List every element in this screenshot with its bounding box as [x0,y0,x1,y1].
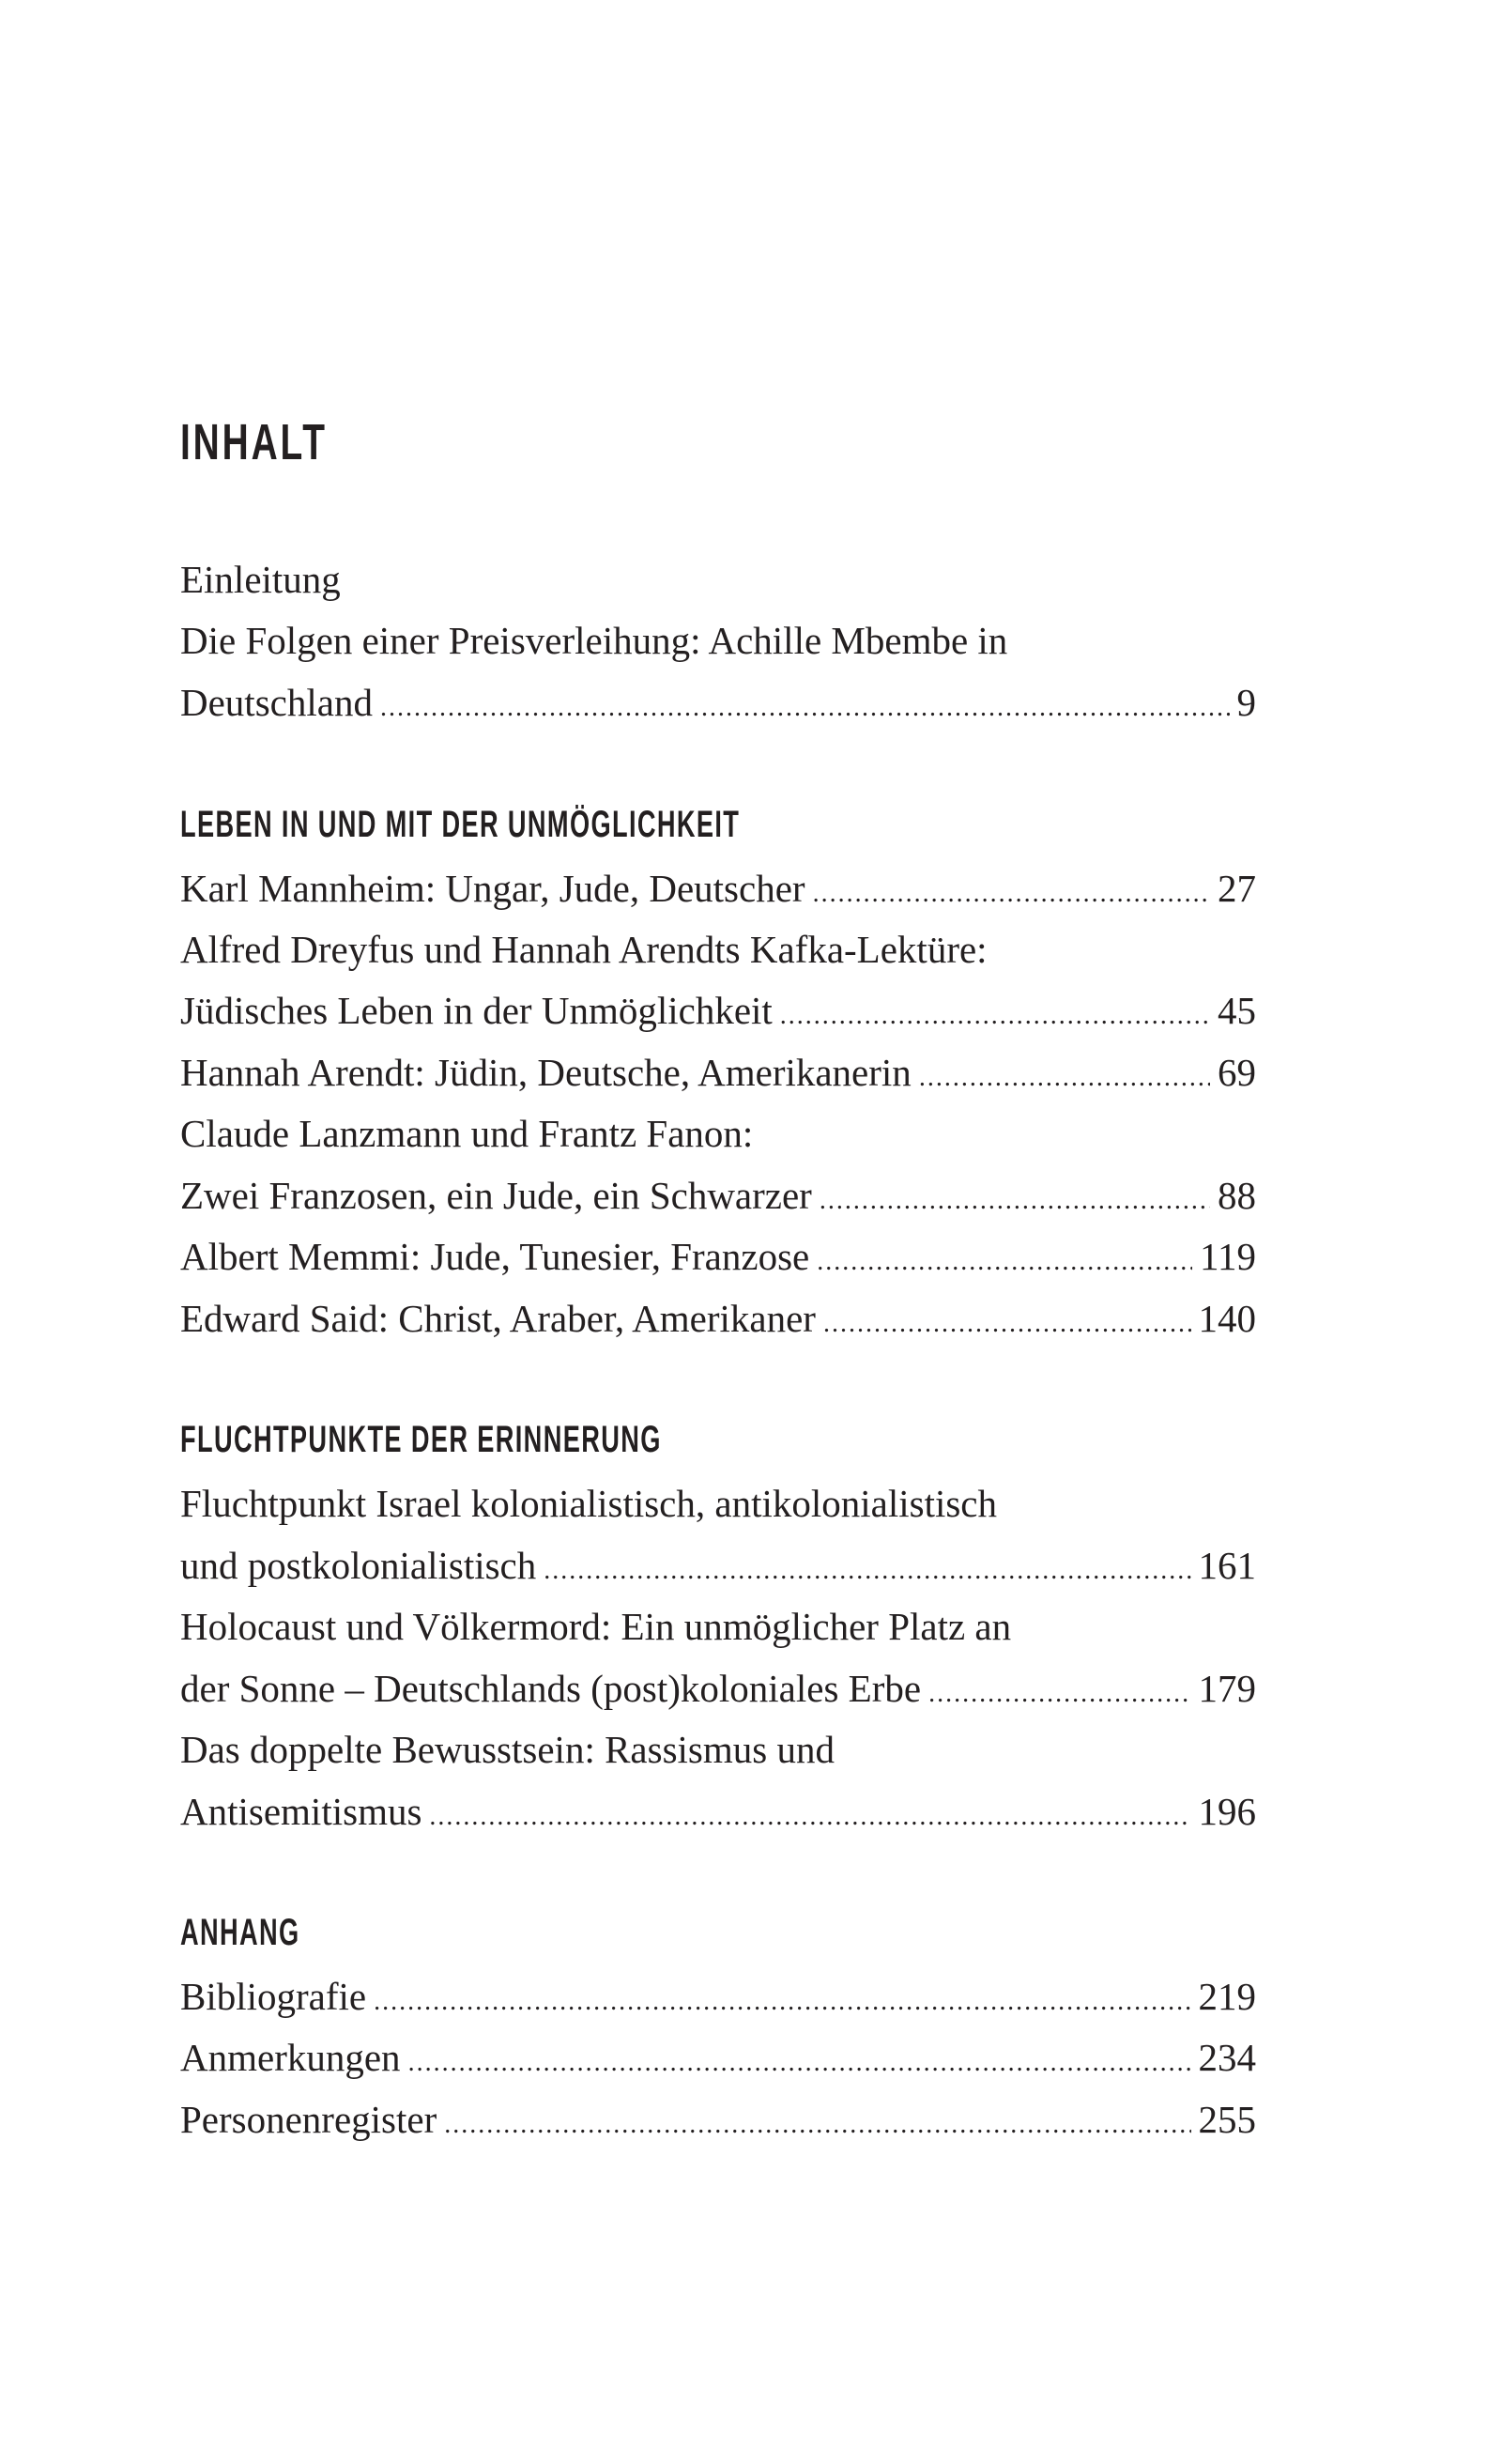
toc-entry-title: der Sonne – Deutschlands (post)koloniales Erbe [180,1667,922,1710]
dot-leader [429,1790,1190,1844]
toc-entry [180,983,1256,1038]
dot-leader [444,2098,1190,2152]
section-heading: FLUCHTPUNKTE DER ERINNERUNG [180,1419,662,1460]
toc-entry-title: Antisemitismus [180,1790,422,1833]
toc-entry-title: Bibliografie [180,1975,367,2018]
toc-entry-title: Zwei Franzosen, ein Jude, ein Schwarzer [180,1174,812,1217]
toc-entry-title: Albert Memmi: Jude, Tunesier, Franzose [180,1235,810,1278]
page-title: INHALT [180,414,328,470]
toc-entry [180,1168,1256,1223]
dot-leader [544,1544,1190,1598]
page-number: 140 [1198,1297,1256,1340]
page-number: 9 [1236,681,1256,724]
toc-entry [180,1661,1256,1716]
toc-entry-title: und postkolonialistisch [180,1544,537,1587]
toc-entry-line: Einleitung [180,558,341,601]
toc-entry-line: Die Folgen einer Preisverleihung: Achille Mbembe in [180,619,1008,662]
page-number: 27 [1218,867,1256,910]
page-number: 69 [1218,1051,1256,1094]
toc-entry-title: Personenregister [180,2098,437,2141]
page-number: 45 [1218,989,1256,1032]
toc-entry [180,1291,1256,1346]
toc-entry-line: Alfred Dreyfus und Hannah Arendts Kafka-Lektüre: [180,928,988,971]
dot-leader [928,1667,1190,1721]
toc-entry-title: Karl Mannheim: Ungar, Jude, Deutscher [180,867,805,910]
page-number: 255 [1198,2098,1256,2141]
toc-entry [180,2030,1256,2085]
dot-leader [380,681,1230,735]
toc-entry-line: Claude Lanzmann und Frantz Fanon: [180,1112,754,1155]
toc-entry-title: Jüdisches Leben in der Unmöglichkeit [180,989,773,1032]
dot-leader [823,1297,1191,1351]
page-number: 234 [1198,2036,1256,2079]
toc-entry [180,1784,1256,1839]
toc-entry [180,861,1256,916]
toc-entry [180,1969,1256,2024]
toc-entry-title: Anmerkungen [180,2036,401,2079]
page-number: 88 [1218,1174,1256,1217]
toc-entry [180,1229,1256,1284]
dot-leader [780,989,1210,1043]
toc-entry-line: Fluchtpunkt Israel kolonialistisch, antikolonialistisch [180,1482,998,1525]
dot-leader [813,867,1210,921]
toc-entry [180,2092,1256,2147]
dot-leader [817,1235,1192,1289]
toc-entry [180,675,1256,730]
page-number: 219 [1198,1975,1256,2018]
dot-leader [408,2036,1191,2090]
page-number: 161 [1198,1544,1256,1587]
dot-leader [919,1051,1210,1105]
page-number: 179 [1198,1667,1256,1710]
toc-entry-line: Das doppelte Bewusstsein: Rassismus und [180,1728,835,1771]
toc-entry-title: Deutschland [180,681,373,724]
toc-entry-title: Hannah Arendt: Jüdin, Deutsche, Amerikanerin [180,1051,912,1094]
page-number: 196 [1198,1790,1256,1833]
dot-leader [820,1174,1210,1228]
toc-entry-title: Edward Said: Christ, Araber, Amerikaner [180,1297,816,1340]
toc-entry [180,1538,1256,1593]
section-heading: ANHANG [180,1912,300,1953]
toc-entry [180,1045,1256,1100]
section-heading: LEBEN IN UND MIT DER UNMÖGLICHKEIT [180,804,741,845]
toc-entry-line: Holocaust und Völkermord: Ein unmöglicher Platz an [180,1605,1012,1648]
dot-leader [374,1975,1190,2029]
page-number: 119 [1200,1235,1256,1278]
